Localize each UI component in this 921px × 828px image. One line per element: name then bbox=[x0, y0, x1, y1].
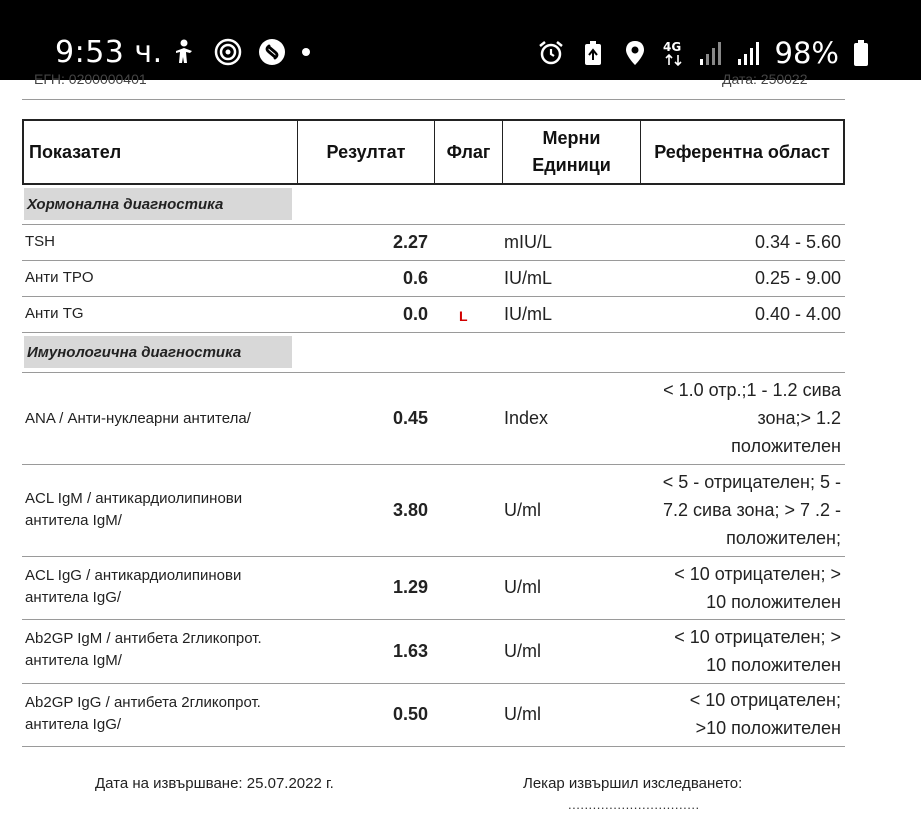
table-row bbox=[22, 684, 845, 747]
row-reference: < 10 отрицателен; > 10 положителен bbox=[674, 564, 841, 612]
table-row bbox=[22, 261, 845, 297]
row-name: ACL IgM / антикардиолипинови антитела IgM/ bbox=[25, 490, 243, 529]
row-reference: < 10 отрицателен; > 10 положителен bbox=[674, 627, 841, 675]
table-row bbox=[22, 557, 845, 620]
table-row bbox=[22, 225, 845, 261]
row-unit: mIU/L bbox=[504, 232, 553, 252]
status-right-icons bbox=[537, 36, 869, 70]
row-reference: < 10 отрицателен; >10 положителен bbox=[689, 690, 841, 738]
table-row bbox=[22, 297, 845, 333]
header-units: Мерни Единици bbox=[503, 121, 641, 183]
row-name: Анти TG bbox=[25, 305, 84, 322]
divider bbox=[22, 99, 845, 100]
row-unit: U/ml bbox=[504, 500, 541, 520]
table-header bbox=[22, 119, 845, 185]
row-result: 1.29 bbox=[392, 577, 428, 597]
table-row bbox=[22, 373, 845, 465]
doctor-label: Лекар извършил изследването: bbox=[523, 775, 743, 792]
section-title: Имунологична диагностика bbox=[24, 336, 292, 368]
header-indicator: Показател bbox=[24, 121, 298, 183]
svg-text:4G: 4G bbox=[662, 40, 681, 54]
signal-icon bbox=[737, 39, 761, 67]
header-result: Резултат bbox=[298, 121, 435, 183]
results-table bbox=[22, 119, 845, 738]
row-reference: 0.40 - 4.00 bbox=[754, 304, 841, 324]
row-result: 1.63 bbox=[392, 641, 428, 661]
row-unit: IU/mL bbox=[504, 304, 553, 324]
row-reference: 0.25 - 9.00 bbox=[754, 268, 841, 288]
row-reference: 0.34 - 5.60 bbox=[754, 232, 841, 252]
section-title: Хормонална диагностика bbox=[24, 188, 292, 220]
row-result: 0.0 bbox=[402, 304, 428, 324]
row-unit: Index bbox=[504, 408, 549, 428]
row-name: Ab2GP IgM / антибета 2гликопрот. антитела IgM/ bbox=[25, 630, 262, 669]
location-icon bbox=[621, 39, 649, 67]
section-header bbox=[22, 185, 845, 225]
accessibility-icon bbox=[170, 38, 198, 66]
row-unit: U/ml bbox=[504, 641, 541, 661]
row-unit: U/ml bbox=[504, 577, 541, 597]
row-name: Ab2GP IgG / антибета 2гликопрот. антитела IgG/ bbox=[25, 694, 261, 733]
exam-date: Дата на извършване: 25.07.2022 г. bbox=[95, 775, 334, 792]
cropped-header-text: ЕГН: 0200000401 Дата: 250022 bbox=[34, 71, 808, 87]
alarm-icon bbox=[537, 39, 565, 67]
row-result: 3.80 bbox=[392, 500, 428, 520]
row-unit: U/ml bbox=[504, 704, 541, 724]
flag-low-badge: L bbox=[459, 308, 468, 324]
shazam-icon bbox=[258, 38, 286, 66]
status-left-icons bbox=[170, 38, 310, 66]
row-name: Анти TPO bbox=[25, 269, 94, 286]
row-result: 0.50 bbox=[392, 704, 428, 724]
network-icon bbox=[663, 39, 685, 67]
row-name: TSH bbox=[25, 233, 55, 250]
battery-icon bbox=[853, 39, 869, 67]
header-reference: Референтна област bbox=[654, 141, 830, 162]
row-name: ACL IgG / антикардиолипинови антитела IgG/ bbox=[25, 567, 242, 606]
row-unit: IU/mL bbox=[504, 268, 553, 288]
row-result: 0.6 bbox=[402, 268, 428, 288]
row-result: 2.27 bbox=[392, 232, 428, 252]
row-reference: < 1.0 отр.;1 - 1.2 сива зона;> 1.2 положителен bbox=[663, 380, 841, 456]
status-time: 9:53 ч. bbox=[55, 35, 163, 70]
battery-percent: 98% bbox=[774, 36, 839, 70]
signature-line: ................................ bbox=[568, 797, 700, 812]
table-row bbox=[22, 620, 845, 684]
row-reference: < 5 - отрицателен; 5 - 7.2 сива зона; > 7 .2 - положителен; bbox=[662, 472, 841, 548]
section-header bbox=[22, 333, 845, 373]
target-icon bbox=[214, 38, 242, 66]
signal-icon bbox=[699, 39, 723, 67]
notification-dot bbox=[302, 48, 310, 56]
header-flag: Флаг bbox=[435, 121, 503, 183]
row-result: 0.45 bbox=[392, 408, 428, 428]
table-row bbox=[22, 465, 845, 557]
status-bar bbox=[0, 0, 921, 80]
row-name: ANA / Анти-нуклеарни антитела/ bbox=[25, 410, 251, 427]
battery-saver-icon bbox=[579, 39, 607, 67]
